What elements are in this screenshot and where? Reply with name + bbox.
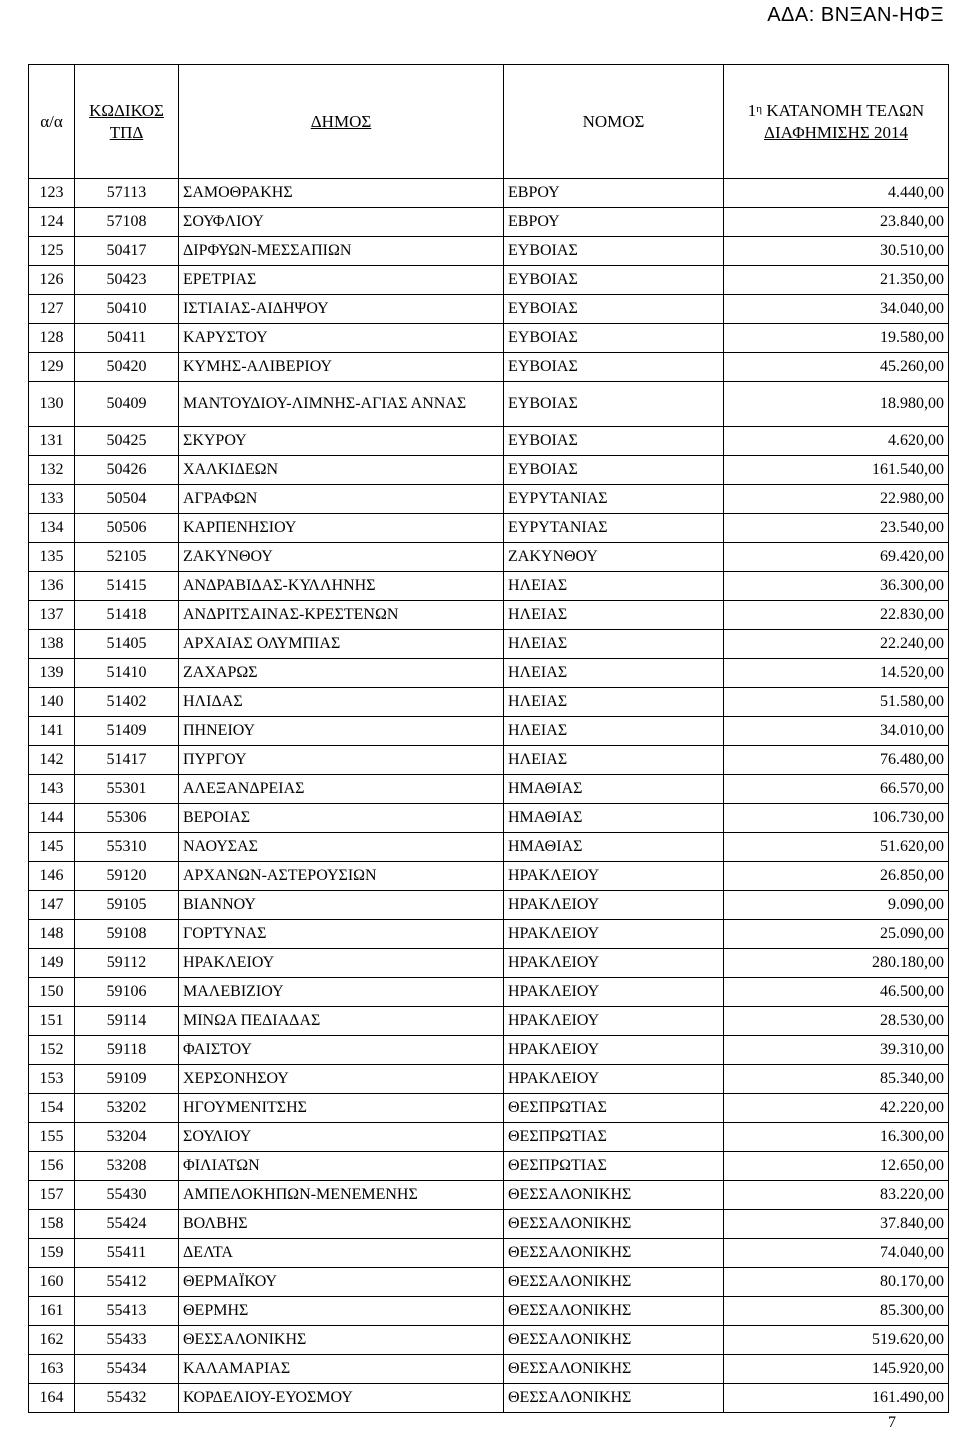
row-dimos: ΑΝΔΡΑΒΙΔΑΣ-ΚΥΛΛΗΝΗΣ	[179, 572, 504, 601]
row-dimos: ΚΥΜΗΣ-ΑΛΙΒΕΡΙΟΥ	[179, 353, 504, 382]
row-aa: 163	[29, 1355, 75, 1384]
table-row	[29, 804, 949, 833]
row-code: 50410	[75, 295, 179, 324]
col-allocation-sup: η	[756, 102, 763, 115]
row-code: 55434	[75, 1355, 179, 1384]
row-dimos: ΑΜΠΕΛΟΚΗΠΩΝ-ΜΕΝΕΜΕΝΗΣ	[179, 1181, 504, 1210]
row-aa: 153	[29, 1065, 75, 1094]
row-dimos: ΑΓΡΑΦΩΝ	[179, 485, 504, 514]
row-aa: 129	[29, 353, 75, 382]
row-aa: 159	[29, 1239, 75, 1268]
row-code: 50506	[75, 514, 179, 543]
row-value: 51.580,00	[724, 688, 949, 717]
table-row	[29, 353, 949, 382]
row-code: 50411	[75, 324, 179, 353]
row-dimos: ΚΑΛΑΜΑΡΙΑΣ	[179, 1355, 504, 1384]
row-value: 519.620,00	[724, 1326, 949, 1355]
row-aa: 150	[29, 978, 75, 1007]
row-nomos: ΗΛΕΙΑΣ	[504, 572, 724, 601]
row-nomos: ΕΥΡΥΤΑΝΙΑΣ	[504, 514, 724, 543]
row-code: 55433	[75, 1326, 179, 1355]
row-nomos: ΕΥΒΟΙΑΣ	[504, 237, 724, 266]
table-row	[29, 1007, 949, 1036]
row-aa: 137	[29, 601, 75, 630]
table-row	[29, 485, 949, 514]
row-aa: 133	[29, 485, 75, 514]
row-code: 50504	[75, 485, 179, 514]
row-aa: 144	[29, 804, 75, 833]
row-aa: 164	[29, 1384, 75, 1413]
table-row	[29, 717, 949, 746]
table-row	[29, 1355, 949, 1384]
row-nomos: ΗΛΕΙΑΣ	[504, 601, 724, 630]
row-nomos: ΘΕΣΣΑΛΟΝΙΚΗΣ	[504, 1181, 724, 1210]
row-value: 280.180,00	[724, 949, 949, 978]
row-value: 36.300,00	[724, 572, 949, 601]
row-dimos: ΜΙΝΩΑ ΠΕΔΙΑΔΑΣ	[179, 1007, 504, 1036]
row-value: 34.040,00	[724, 295, 949, 324]
row-nomos: ΕΥΒΟΙΑΣ	[504, 266, 724, 295]
row-nomos: ΗΛΕΙΑΣ	[504, 688, 724, 717]
row-nomos: ΗΛΕΙΑΣ	[504, 717, 724, 746]
page-number: 7	[888, 1414, 896, 1431]
table-row	[29, 237, 949, 266]
row-dimos: ΒΕΡΟΙΑΣ	[179, 804, 504, 833]
row-value: 14.520,00	[724, 659, 949, 688]
table-header-row	[29, 65, 949, 179]
table-row	[29, 630, 949, 659]
row-nomos: ΗΡΑΚΛΕΙΟΥ	[504, 978, 724, 1007]
row-code: 59118	[75, 1036, 179, 1065]
row-aa: 160	[29, 1268, 75, 1297]
row-code: 55424	[75, 1210, 179, 1239]
row-dimos: ΘΕΡΜΗΣ	[179, 1297, 504, 1326]
row-aa: 139	[29, 659, 75, 688]
row-code: 53204	[75, 1123, 179, 1152]
row-nomos: ΘΕΣΣΑΛΟΝΙΚΗΣ	[504, 1210, 724, 1239]
row-code: 50409	[75, 382, 179, 427]
row-nomos: ΘΕΣΣΑΛΟΝΙΚΗΣ	[504, 1297, 724, 1326]
row-nomos: ΗΡΑΚΛΕΙΟΥ	[504, 862, 724, 891]
table-row	[29, 949, 949, 978]
row-code: 50425	[75, 427, 179, 456]
row-aa: 123	[29, 179, 75, 208]
row-dimos: ΣΚΥΡΟΥ	[179, 427, 504, 456]
row-value: 22.240,00	[724, 630, 949, 659]
table-row	[29, 1152, 949, 1181]
row-dimos: ΧΑΛΚΙΔΕΩΝ	[179, 456, 504, 485]
table-row	[29, 1239, 949, 1268]
row-value: 46.500,00	[724, 978, 949, 1007]
row-nomos: ΕΥΒΟΙΑΣ	[504, 353, 724, 382]
row-aa: 128	[29, 324, 75, 353]
row-code: 59106	[75, 978, 179, 1007]
row-aa: 151	[29, 1007, 75, 1036]
row-dimos: ΒΟΛΒΗΣ	[179, 1210, 504, 1239]
row-aa: 145	[29, 833, 75, 862]
row-value: 22.980,00	[724, 485, 949, 514]
row-code: 51417	[75, 746, 179, 775]
row-dimos: ΑΡΧΑΙΑΣ ΟΛΥΜΠΙΑΣ	[179, 630, 504, 659]
row-nomos: ΗΡΑΚΛΕΙΟΥ	[504, 920, 724, 949]
row-aa: 125	[29, 237, 75, 266]
row-value: 161.490,00	[724, 1384, 949, 1413]
row-code: 51410	[75, 659, 179, 688]
row-dimos: ΧΕΡΣΟΝΗΣΟΥ	[179, 1065, 504, 1094]
table-row	[29, 456, 949, 485]
row-nomos: ΗΜΑΘΙΑΣ	[504, 833, 724, 862]
row-value: 80.170,00	[724, 1268, 949, 1297]
row-code: 53208	[75, 1152, 179, 1181]
row-value: 66.570,00	[724, 775, 949, 804]
row-nomos: ΖΑΚΥΝΘΟΥ	[504, 543, 724, 572]
row-nomos: ΗΡΑΚΛΕΙΟΥ	[504, 949, 724, 978]
row-code: 50423	[75, 266, 179, 295]
row-aa: 142	[29, 746, 75, 775]
row-nomos: ΗΛΕΙΑΣ	[504, 659, 724, 688]
row-code: 51402	[75, 688, 179, 717]
table-row	[29, 572, 949, 601]
row-aa: 138	[29, 630, 75, 659]
row-nomos: ΗΡΑΚΛΕΙΟΥ	[504, 891, 724, 920]
row-nomos: ΘΕΣΣΑΛΟΝΙΚΗΣ	[504, 1268, 724, 1297]
row-nomos: ΕΒΡΟΥ	[504, 179, 724, 208]
row-nomos: ΗΡΑΚΛΕΙΟΥ	[504, 1007, 724, 1036]
row-value: 4.620,00	[724, 427, 949, 456]
row-dimos: ΑΝΔΡΙΤΣΑΙΝΑΣ-ΚΡΕΣΤΕΝΩΝ	[179, 601, 504, 630]
row-dimos: ΑΡΧΑΝΩΝ-ΑΣΤΕΡΟΥΣΙΩΝ	[179, 862, 504, 891]
row-value: 18.980,00	[724, 382, 949, 427]
row-code: 55430	[75, 1181, 179, 1210]
row-dimos: ΚΟΡΔΕΛΙΟΥ-ΕΥΟΣΜΟΥ	[179, 1384, 504, 1413]
row-dimos: ΕΡΕΤΡΙΑΣ	[179, 266, 504, 295]
row-aa: 124	[29, 208, 75, 237]
row-code: 55301	[75, 775, 179, 804]
table-row	[29, 324, 949, 353]
col-allocation	[724, 65, 949, 179]
table-row	[29, 514, 949, 543]
row-nomos: ΘΕΣΣΑΛΟΝΙΚΗΣ	[504, 1239, 724, 1268]
row-value: 23.840,00	[724, 208, 949, 237]
row-value: 51.620,00	[724, 833, 949, 862]
table-row	[29, 1210, 949, 1239]
row-dimos: ΠΗΝΕΙΟΥ	[179, 717, 504, 746]
row-nomos: ΗΛΕΙΑΣ	[504, 630, 724, 659]
row-aa: 162	[29, 1326, 75, 1355]
row-nomos: ΕΒΡΟΥ	[504, 208, 724, 237]
row-code: 59109	[75, 1065, 179, 1094]
row-aa: 134	[29, 514, 75, 543]
col-allocation-num: 1	[747, 100, 757, 120]
table-row	[29, 833, 949, 862]
table-row	[29, 891, 949, 920]
table-row	[29, 1065, 949, 1094]
row-value: 4.440,00	[724, 179, 949, 208]
row-aa: 130	[29, 382, 75, 427]
row-value: 21.350,00	[724, 266, 949, 295]
col-aa: α/α	[29, 65, 75, 179]
table-row	[29, 1268, 949, 1297]
row-value: 161.540,00	[724, 456, 949, 485]
row-nomos: ΘΕΣΣΑΛΟΝΙΚΗΣ	[504, 1355, 724, 1384]
row-dimos: ΜΑΛΕΒΙΖΙΟΥ	[179, 978, 504, 1007]
row-code: 57108	[75, 208, 179, 237]
row-dimos: ΓΟΡΤΥΝΑΣ	[179, 920, 504, 949]
row-code: 59114	[75, 1007, 179, 1036]
row-code: 55432	[75, 1384, 179, 1413]
row-nomos: ΕΥΒΟΙΑΣ	[504, 324, 724, 353]
table-row	[29, 601, 949, 630]
col-allocation-line2: ΔΙΑΦΗΜΙΣΗΣ 2014	[764, 122, 908, 142]
row-value: 9.090,00	[724, 891, 949, 920]
table-row	[29, 688, 949, 717]
row-dimos: ΗΛΙΔΑΣ	[179, 688, 504, 717]
row-value: 145.920,00	[724, 1355, 949, 1384]
row-aa: 156	[29, 1152, 75, 1181]
row-aa: 143	[29, 775, 75, 804]
table-row	[29, 208, 949, 237]
row-value: 45.260,00	[724, 353, 949, 382]
col-code-line1: ΚΩΔΙΚΟΣ	[89, 100, 164, 120]
col-dimos: ΔΗΜΟΣ	[179, 65, 504, 179]
row-dimos: ΒΙΑΝΝΟΥ	[179, 891, 504, 920]
row-dimos: ΣΟΥΛΙΟΥ	[179, 1123, 504, 1152]
col-allocation-line1: ΚΑΤΑΝΟΜΗ ΤΕΛΩΝ	[766, 100, 925, 120]
row-value: 42.220,00	[724, 1094, 949, 1123]
row-nomos: ΘΕΣΣΑΛΟΝΙΚΗΣ	[504, 1326, 724, 1355]
row-code: 50417	[75, 237, 179, 266]
row-code: 59120	[75, 862, 179, 891]
row-value: 37.840,00	[724, 1210, 949, 1239]
table-row	[29, 659, 949, 688]
row-code: 59108	[75, 920, 179, 949]
table-row	[29, 746, 949, 775]
table-row	[29, 1036, 949, 1065]
row-nomos: ΗΛΕΙΑΣ	[504, 746, 724, 775]
row-aa: 154	[29, 1094, 75, 1123]
col-code-line2: ΤΠΔ	[109, 122, 144, 142]
row-code: 55306	[75, 804, 179, 833]
table-row	[29, 1297, 949, 1326]
row-nomos: ΗΡΑΚΛΕΙΟΥ	[504, 1036, 724, 1065]
row-aa: 149	[29, 949, 75, 978]
row-nomos: ΘΕΣΠΡΩΤΙΑΣ	[504, 1152, 724, 1181]
row-value: 22.830,00	[724, 601, 949, 630]
row-aa: 127	[29, 295, 75, 324]
row-dimos: ΗΡΑΚΛΕΙΟΥ	[179, 949, 504, 978]
row-dimos: ΦΙΛΙΑΤΩΝ	[179, 1152, 504, 1181]
table-row	[29, 427, 949, 456]
table-row	[29, 295, 949, 324]
row-code: 59112	[75, 949, 179, 978]
row-dimos: ΚΑΡΠΕΝΗΣΙΟΥ	[179, 514, 504, 543]
row-dimos: ΖΑΧΑΡΩΣ	[179, 659, 504, 688]
row-nomos: ΘΕΣΠΡΩΤΙΑΣ	[504, 1094, 724, 1123]
row-dimos: ΠΥΡΓΟΥ	[179, 746, 504, 775]
row-value: 34.010,00	[724, 717, 949, 746]
row-code: 53202	[75, 1094, 179, 1123]
row-value: 76.480,00	[724, 746, 949, 775]
table-row	[29, 1181, 949, 1210]
row-nomos: ΕΥΒΟΙΑΣ	[504, 382, 724, 427]
row-dimos: ΔΙΡΦΥΩΝ-ΜΕΣΣΑΠΙΩΝ	[179, 237, 504, 266]
row-code: 55413	[75, 1297, 179, 1326]
row-code: 55411	[75, 1239, 179, 1268]
row-nomos: ΗΜΑΘΙΑΣ	[504, 775, 724, 804]
row-dimos: ΔΕΛΤΑ	[179, 1239, 504, 1268]
row-code: 52105	[75, 543, 179, 572]
table-body	[29, 179, 949, 1413]
row-code: 50426	[75, 456, 179, 485]
row-aa: 152	[29, 1036, 75, 1065]
row-dimos: ΚΑΡΥΣΤΟΥ	[179, 324, 504, 353]
row-value: 23.540,00	[724, 514, 949, 543]
row-code: 51415	[75, 572, 179, 601]
row-value: 74.040,00	[724, 1239, 949, 1268]
allocation-table	[28, 64, 949, 1413]
table-row	[29, 862, 949, 891]
row-code: 59105	[75, 891, 179, 920]
row-value: 83.220,00	[724, 1181, 949, 1210]
table-row	[29, 382, 949, 427]
row-aa: 161	[29, 1297, 75, 1326]
table-row	[29, 179, 949, 208]
ada-code: ΑΔΑ: ΒΝΞΑΝ-ΗΦΞ	[767, 4, 944, 26]
row-aa: 136	[29, 572, 75, 601]
row-code: 51409	[75, 717, 179, 746]
row-value: 16.300,00	[724, 1123, 949, 1152]
row-dimos: ΘΕΣΣΑΛΟΝΙΚΗΣ	[179, 1326, 504, 1355]
row-value: 85.340,00	[724, 1065, 949, 1094]
row-dimos: ΘΕΡΜΑΪΚΟΥ	[179, 1268, 504, 1297]
row-nomos: ΕΥΒΟΙΑΣ	[504, 456, 724, 485]
table-row	[29, 1326, 949, 1355]
row-dimos: ΜΑΝΤΟΥΔΙΟΥ-ΛΙΜΝΗΣ-ΑΓΙΑΣ ΑΝΝΑΣ	[179, 382, 504, 427]
row-aa: 148	[29, 920, 75, 949]
col-nomos: ΝΟΜΟΣ	[504, 65, 724, 179]
row-code: 55310	[75, 833, 179, 862]
row-aa: 158	[29, 1210, 75, 1239]
row-aa: 141	[29, 717, 75, 746]
row-value: 39.310,00	[724, 1036, 949, 1065]
row-code: 51405	[75, 630, 179, 659]
row-value: 85.300,00	[724, 1297, 949, 1326]
row-dimos: ΦΑΙΣΤΟΥ	[179, 1036, 504, 1065]
row-value: 30.510,00	[724, 237, 949, 266]
row-nomos: ΘΕΣΣΑΛΟΝΙΚΗΣ	[504, 1384, 724, 1413]
table-row	[29, 543, 949, 572]
row-code: 51418	[75, 601, 179, 630]
row-dimos: ΑΛΕΞΑΝΔΡΕΙΑΣ	[179, 775, 504, 804]
row-nomos: ΕΥΒΟΙΑΣ	[504, 295, 724, 324]
row-value: 12.650,00	[724, 1152, 949, 1181]
table-row	[29, 978, 949, 1007]
row-value: 26.850,00	[724, 862, 949, 891]
row-nomos: ΗΜΑΘΙΑΣ	[504, 804, 724, 833]
row-aa: 140	[29, 688, 75, 717]
row-dimos: ΗΓΟΥΜΕΝΙΤΣΗΣ	[179, 1094, 504, 1123]
row-aa: 135	[29, 543, 75, 572]
row-nomos: ΕΥΡΥΤΑΝΙΑΣ	[504, 485, 724, 514]
row-code: 50420	[75, 353, 179, 382]
row-nomos: ΘΕΣΠΡΩΤΙΑΣ	[504, 1123, 724, 1152]
row-aa: 132	[29, 456, 75, 485]
row-aa: 157	[29, 1181, 75, 1210]
row-value: 28.530,00	[724, 1007, 949, 1036]
row-code: 57113	[75, 179, 179, 208]
row-aa: 146	[29, 862, 75, 891]
row-dimos: ΣΟΥΦΛΙΟΥ	[179, 208, 504, 237]
table-row	[29, 920, 949, 949]
row-nomos: ΕΥΒΟΙΑΣ	[504, 427, 724, 456]
row-dimos: ΝΑΟΥΣΑΣ	[179, 833, 504, 862]
row-aa: 155	[29, 1123, 75, 1152]
row-value: 19.580,00	[724, 324, 949, 353]
table-row	[29, 266, 949, 295]
col-code	[75, 65, 179, 179]
row-code: 55412	[75, 1268, 179, 1297]
row-value: 69.420,00	[724, 543, 949, 572]
table-row	[29, 775, 949, 804]
table-row	[29, 1384, 949, 1413]
row-nomos: ΗΡΑΚΛΕΙΟΥ	[504, 1065, 724, 1094]
row-aa: 131	[29, 427, 75, 456]
table-row	[29, 1094, 949, 1123]
row-dimos: ΙΣΤΙΑΙΑΣ-ΑΙΔΗΨΟΥ	[179, 295, 504, 324]
row-dimos: ΖΑΚΥΝΘΟΥ	[179, 543, 504, 572]
row-aa: 126	[29, 266, 75, 295]
row-value: 25.090,00	[724, 920, 949, 949]
table-row	[29, 1123, 949, 1152]
row-dimos: ΣΑΜΟΘΡΑΚΗΣ	[179, 179, 504, 208]
row-aa: 147	[29, 891, 75, 920]
row-value: 106.730,00	[724, 804, 949, 833]
